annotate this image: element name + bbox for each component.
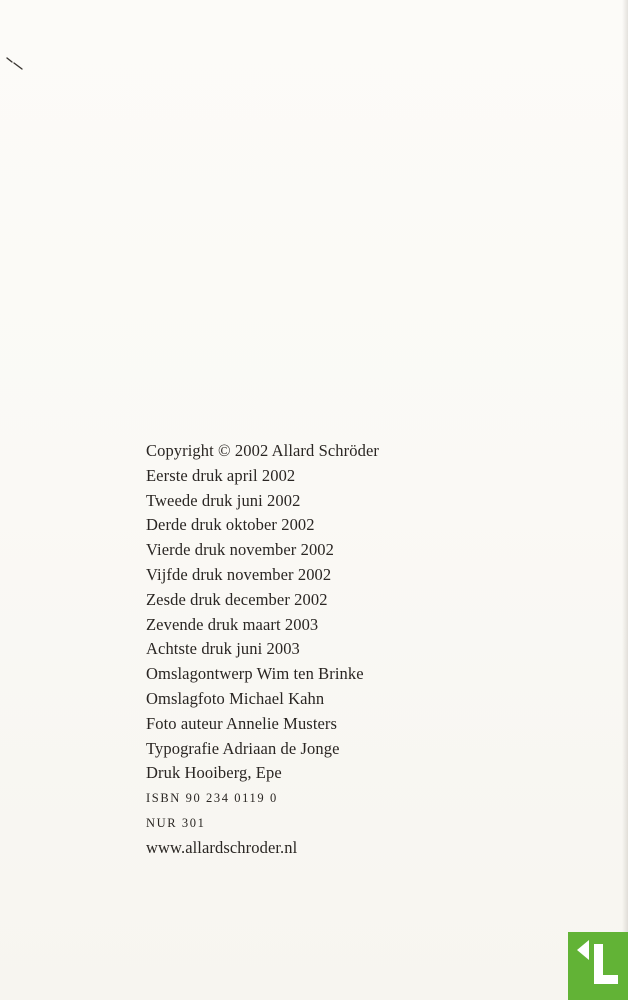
printer-credit: Druk Hooiberg, Epe [146,763,282,783]
typography-credit: Typografie Adriaan de Jonge [146,738,340,758]
edition-line: Tweede druk juni 2002 [146,490,301,510]
nur-line: NUR 301 [146,815,206,830]
letter-l-icon [590,944,620,990]
cover-photo-credit: Omslagfoto Michael Kahn [146,688,325,708]
pencil-mark [6,56,24,70]
edition-line: Zevende druk maart 2003 [146,614,319,634]
edition-line: Achtste druk juni 2003 [146,639,300,659]
isbn-line: ISBN 90 234 0119 0 [146,791,278,806]
cover-design-credit: Omslagontwerp Wim ten Brinke [146,664,364,684]
edition-line: Zesde druk december 2002 [146,589,328,609]
copyright-line: Copyright © 2002 Allard Schröder [146,441,379,460]
page-edge-shadow [622,0,628,1000]
colophon-block [146,439,526,861]
edition-line: Vijfde druk november 2002 [146,564,332,584]
site-watermark-logo [568,932,628,1000]
author-photo-credit: Foto auteur Annelie Musters [146,713,338,733]
edition-line: Vierde druk november 2002 [146,540,334,560]
arrow-icon [577,940,589,960]
edition-line: Eerste druk april 2002 [146,465,296,485]
edition-line: Derde druk oktober 2002 [146,515,315,535]
website-line: www.allardschroder.nl [146,837,298,857]
